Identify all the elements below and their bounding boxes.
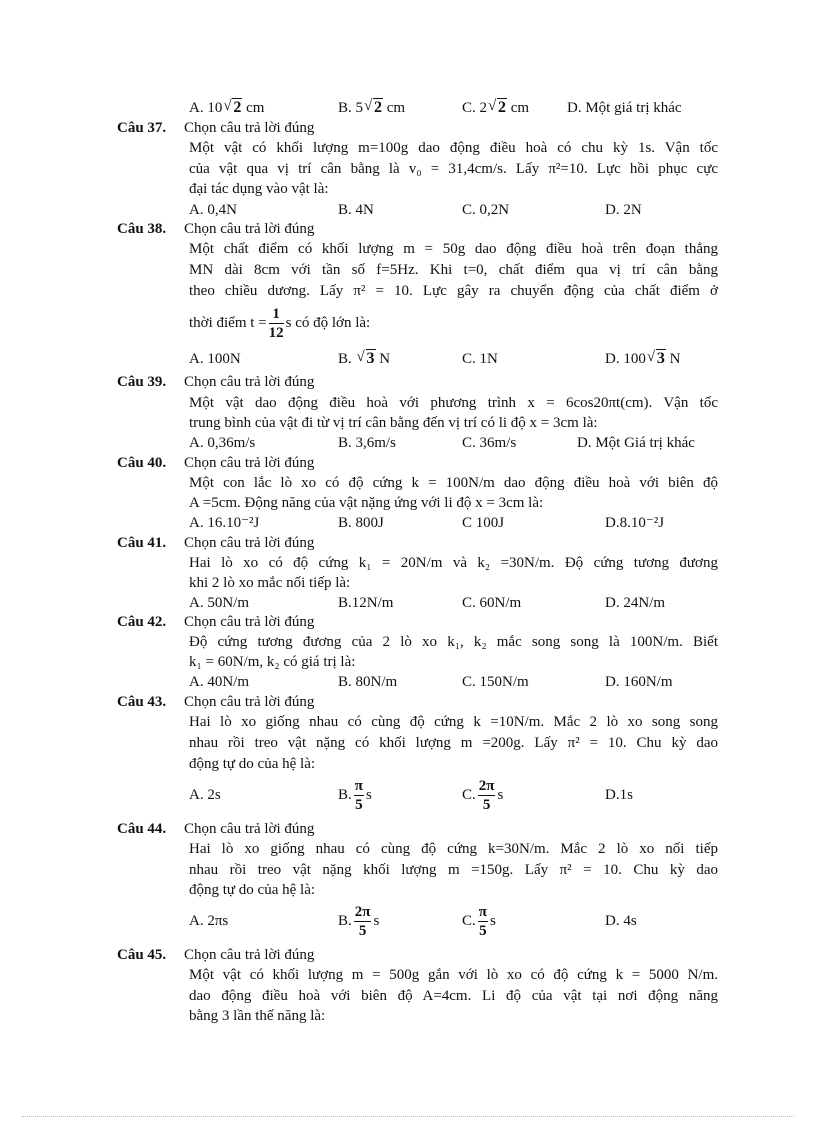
option-b: B. $\frac{2\pi}{5}$ s xyxy=(338,903,380,939)
option-c: C. 36m/s xyxy=(462,435,517,451)
option-b: B.12N/m xyxy=(338,595,394,611)
question-label: Câu 41. xyxy=(117,535,167,551)
option-d: D. 160N/m xyxy=(605,674,673,690)
option-a: A. 0,36m/s xyxy=(189,435,256,451)
option-a: A. 40N/m xyxy=(189,674,249,690)
page-footer-rule xyxy=(22,1116,794,1117)
option-a: A. 0,4N xyxy=(189,202,237,218)
question-text: thời điểm t = $\frac{1}{12}$ s có độ lớn là: xyxy=(189,305,371,341)
option-b: B. 5√ 2 cm xyxy=(338,99,405,117)
question-label: Câu 45. xyxy=(117,947,167,963)
question-text: Hai lò xo giống nhau có cùng độ cứng k=30N/m. Mắc 2 lò xo nối tiếp xyxy=(189,841,718,857)
option-a: A. 2s xyxy=(189,787,221,803)
question-prompt: Chọn câu trả lời đúng xyxy=(184,614,315,630)
option-a: A. 2πs xyxy=(189,913,229,929)
option-d: D. Một Giá trị khác xyxy=(577,435,695,451)
question-text: khi 2 lò xo mắc nối tiếp là: xyxy=(189,575,351,591)
question-prompt: Chọn câu trả lời đúng xyxy=(184,455,315,471)
question-prompt: Chọn câu trả lời đúng xyxy=(184,535,315,551)
question-text: của vật qua vị trí cân bằng là v₀ = 31,4cm/s. Lấy π²=10. Lực hồi phục cực xyxy=(189,161,718,177)
option-d: D. 100√ 3 N xyxy=(605,350,680,368)
option-b: B. 80N/m xyxy=(338,674,398,690)
question-text: động tự do của hệ là: xyxy=(189,756,316,772)
question-text: Hai lò xo có độ cứng k₁ = 20N/m và k₂ =30N/m. Độ cứng tương đương xyxy=(189,555,718,571)
option-c: C. 0,2N xyxy=(462,202,510,218)
question-prompt: Chọn câu trả lời đúng xyxy=(184,120,315,136)
question-text: động tự do của hệ là: xyxy=(189,882,316,898)
option-a: A. 16.10⁻²J xyxy=(189,515,260,531)
question-text: A =5cm. Động năng của vật nặng ứng với li độ x = 3cm là: xyxy=(189,495,544,511)
option-c: C. 2√ 2 cm xyxy=(462,99,529,117)
option-c: C. 1N xyxy=(462,351,498,367)
question-text: Một vật có khối lượng m = 500g gắn với lò xo có độ cứng k = 5000 N/m. xyxy=(189,967,718,983)
question-label: Câu 38. xyxy=(117,221,167,237)
question-prompt: Chọn câu trả lời đúng xyxy=(184,947,315,963)
question-label: Câu 44. xyxy=(117,821,167,837)
question-text: Độ cứng tương đương của 2 lò xo k₁, k₂ mắc song song là 100N/m. Biết xyxy=(189,634,718,650)
question-label: Câu 42. xyxy=(117,614,167,630)
question-text: dao động điều hoà với biên độ A=4cm. Li độ của vật tại nơi động năng xyxy=(189,988,718,1004)
question-text: Một con lắc lò xo có độ cứng k = 100N/m dao động điều hoà với biên độ xyxy=(189,475,718,491)
option-c: C 100J xyxy=(462,515,505,531)
option-a: A. 10√ 2 cm xyxy=(189,99,264,117)
option-d: D.1s xyxy=(605,787,633,803)
question-prompt: Chọn câu trả lời đúng xyxy=(184,821,315,837)
question-text: k₁ = 60N/m, k₂ có giá trị là: xyxy=(189,654,356,670)
option-c: C. $\frac{\pi}{5}$ s xyxy=(462,903,496,939)
question-text: đại tác dụng vào vật là: xyxy=(189,181,329,197)
question-text: MN dài 8cm với tần số f=5Hz. Khi t=0, chất điểm qua vị trí cân bằng xyxy=(189,262,718,278)
question-text: Một chất điểm có khối lượng m = 50g dao động điều hoà trên đoạn thẳng xyxy=(189,241,718,257)
option-c: C. 150N/m xyxy=(462,674,529,690)
question-text: Một vật có khối lượng m=100g dao động điều hoà có chu kỳ 1s. Vận tốc xyxy=(189,140,718,156)
question-label: Câu 39. xyxy=(117,374,167,390)
question-text: nhau rồi treo vật nặng khối lượng m =150g. Lấy π² = 10. Chu kỳ dao xyxy=(189,862,718,878)
question-text: Một vật dao động điều hoà với phương trình x = 6cos20πt(cm). Vận tốc xyxy=(189,395,718,411)
option-c: C. $\frac{2\pi}{5}$ s xyxy=(462,777,504,813)
option-a: A. 50N/m xyxy=(189,595,249,611)
option-d: D.8.10⁻²J xyxy=(605,515,665,531)
option-a: A. 100N xyxy=(189,351,241,367)
question-prompt: Chọn câu trả lời đúng xyxy=(184,221,315,237)
question-text: trung bình của vật đi từ vị trí cân bằng đến vị trí có li độ x = 3cm là: xyxy=(189,415,598,431)
option-b: B. 3,6m/s xyxy=(338,435,396,451)
option-d: D. Một giá trị khác xyxy=(567,100,682,116)
question-prompt: Chọn câu trả lời đúng xyxy=(184,374,315,390)
option-d: D. 4s xyxy=(605,913,637,929)
option-d: D. 2N xyxy=(605,202,642,218)
option-b: B. √ 3 N xyxy=(338,350,390,368)
option-b: B. 4N xyxy=(338,202,374,218)
question-text: theo chiều dương. Lấy π² = 10. Lực gây ra chuyển động của chất điểm ở xyxy=(189,283,718,299)
question-text: Hai lò xo giống nhau có cùng độ cứng k =10N/m. Mắc 2 lò xo song song xyxy=(189,714,718,730)
option-b: B. 800J xyxy=(338,515,384,531)
question-label: Câu 40. xyxy=(117,455,167,471)
fraction: $\frac{1}{12}$ xyxy=(268,305,284,341)
question-prompt: Chọn câu trả lời đúng xyxy=(184,694,315,710)
option-d: D. 24N/m xyxy=(605,595,665,611)
option-b: B. $\frac{\pi}{5}$ s xyxy=(338,777,372,813)
question-label: Câu 43. xyxy=(117,694,167,710)
question-label: Câu 37. xyxy=(117,120,167,136)
question-text: nhau rồi treo vật nặng có khối lượng m =200g. Lấy π² = 10. Chu kỳ dao xyxy=(189,735,718,751)
question-text: bằng 3 lần thế năng là: xyxy=(189,1008,326,1024)
option-c: C. 60N/m xyxy=(462,595,522,611)
